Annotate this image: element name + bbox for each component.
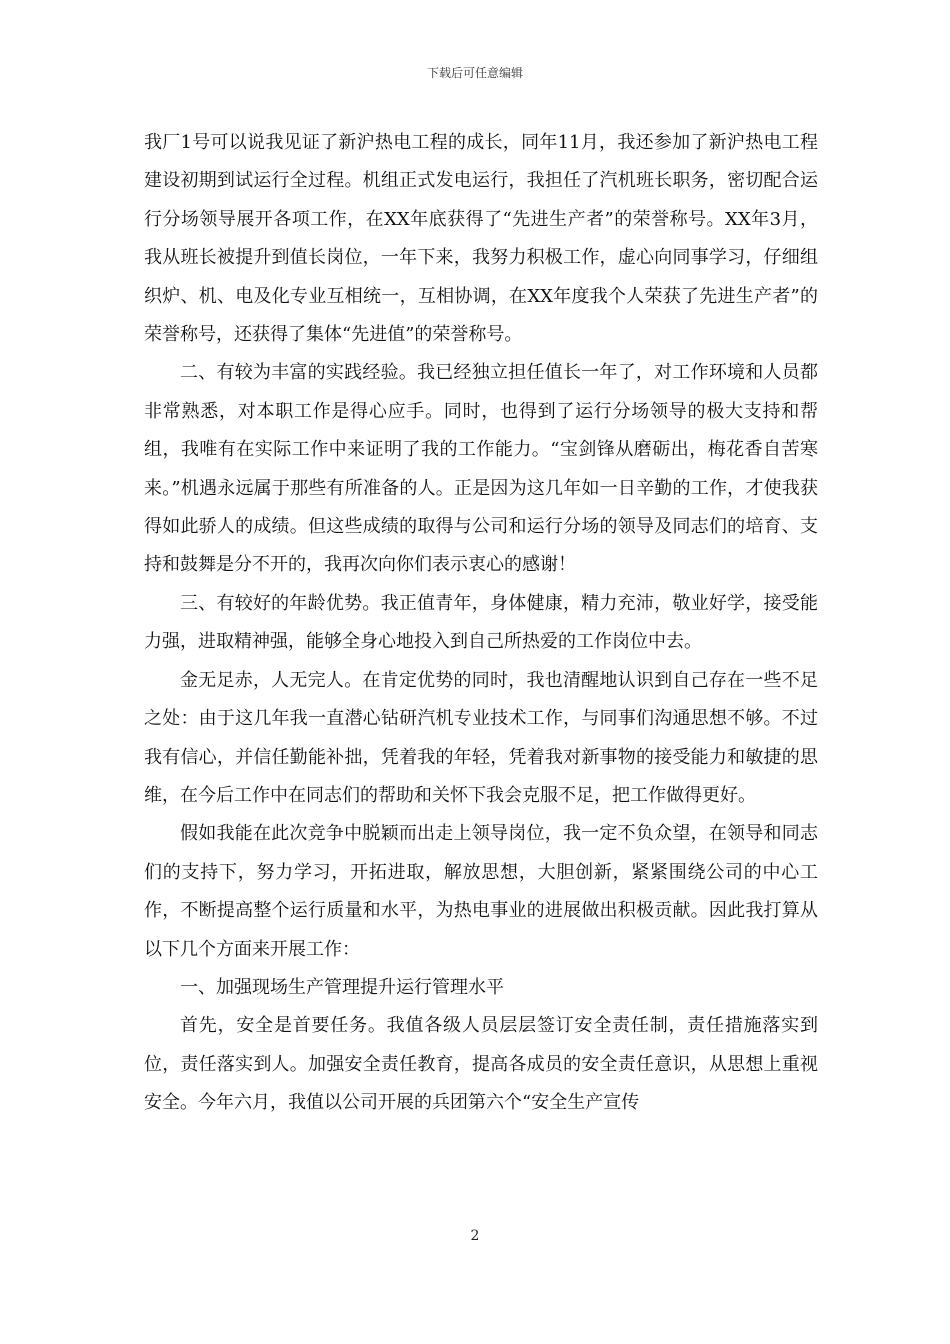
page-number: 2 bbox=[470, 1228, 480, 1244]
paragraph-age-advantage: 三、有较好的年龄优势。我正值青年，身体健康，精力充沛，敬业好学，接受能力强，进取精神强，能够全身心地投入到自己所热爱的工作岗位中去。 bbox=[144, 592, 818, 653]
paragraph-safety-first: 首先，安全是首要任务。我值各级人员层层签订安全责任制，责任措施落实到位，责任落实到人。加强安全责任教育，提高各成员的安全责任意识，从思想上重视安全。今年六月，我值以公司开展的兵团第六个“安全生产宣传 bbox=[144, 1015, 818, 1114]
page-header: 下载后可任意编辑 bbox=[426, 66, 523, 80]
document-body bbox=[144, 124, 818, 1123]
paragraph-practical-experience: 二、有较为丰富的实践经验。我已经独立担任值长一年了，对工作环境和人员都非常熟悉，对本职工作是得心应手。同时，也得到了运行分场领导的极大支持和帮组，我唯有在实际工作中来证明了我的工作能力。“宝剑锋从磨砺出，梅花香自苦寒来。”机遇永远属于那些有所准备的人。正是因为这几年如一日辛勤的工作，才使我获得如此骄人的成绩。但这些成绩的取得与公司和运行分场的领导及同志们的培育、支持和鼓舞是分不开的，我再次向你们表示衷心的感谢！ bbox=[144, 362, 818, 576]
paragraph-continuation: 我厂1号可以说我见证了新沪热电工程的成长，同年11月，我还参加了新沪热电工程建设初期到试运行全过程。机组正式发电运行，我担任了汽机班长职务，密切配合运行分场领导展开各项工作，在XX年底获得了“先进生产者”的荣誉称号。XX年3月，我从班长被提升到值长岗位，一年下来，我努力积极工作，虚心向同事学习，仔细组织炉、机、电及化专业互相统一，互相协调，在XX年度我个人荣获了先进生产者”的荣誉称号，还获得了集体“先进值”的荣誉称号。 bbox=[144, 132, 818, 346]
section-heading-production-management: 一、加强现场生产管理提升运行管理水平 bbox=[180, 976, 504, 998]
paragraph-shortcomings: 金无足赤，人无完人。在肯定优势的同时，我也清醒地认识到自己存在一些不足之处：由于这几年我一直潜心钻研汽机专业技术工作，与同事们沟通思想不够。不过我有信心，并信任勤能补拙，凭着我的年轻，凭着我对新事物的接受能力和敏捷的思维，在今后工作中在同志们的帮助和关怀下我会克服不足，把工作做得更好。 bbox=[144, 669, 818, 806]
paragraph-work-plan: 假如我能在此次竞争中脱颖而出走上领导岗位，我一定不负众望，在领导和同志们的支持下，努力学习，开拓进取，解放思想，大胆创新，紧紧围绕公司的中心工作，不断提高整个运行质量和水平，为热电事业的进展做出积极贡献。因此我打算从以下几个方面来开展工作： bbox=[144, 823, 818, 960]
